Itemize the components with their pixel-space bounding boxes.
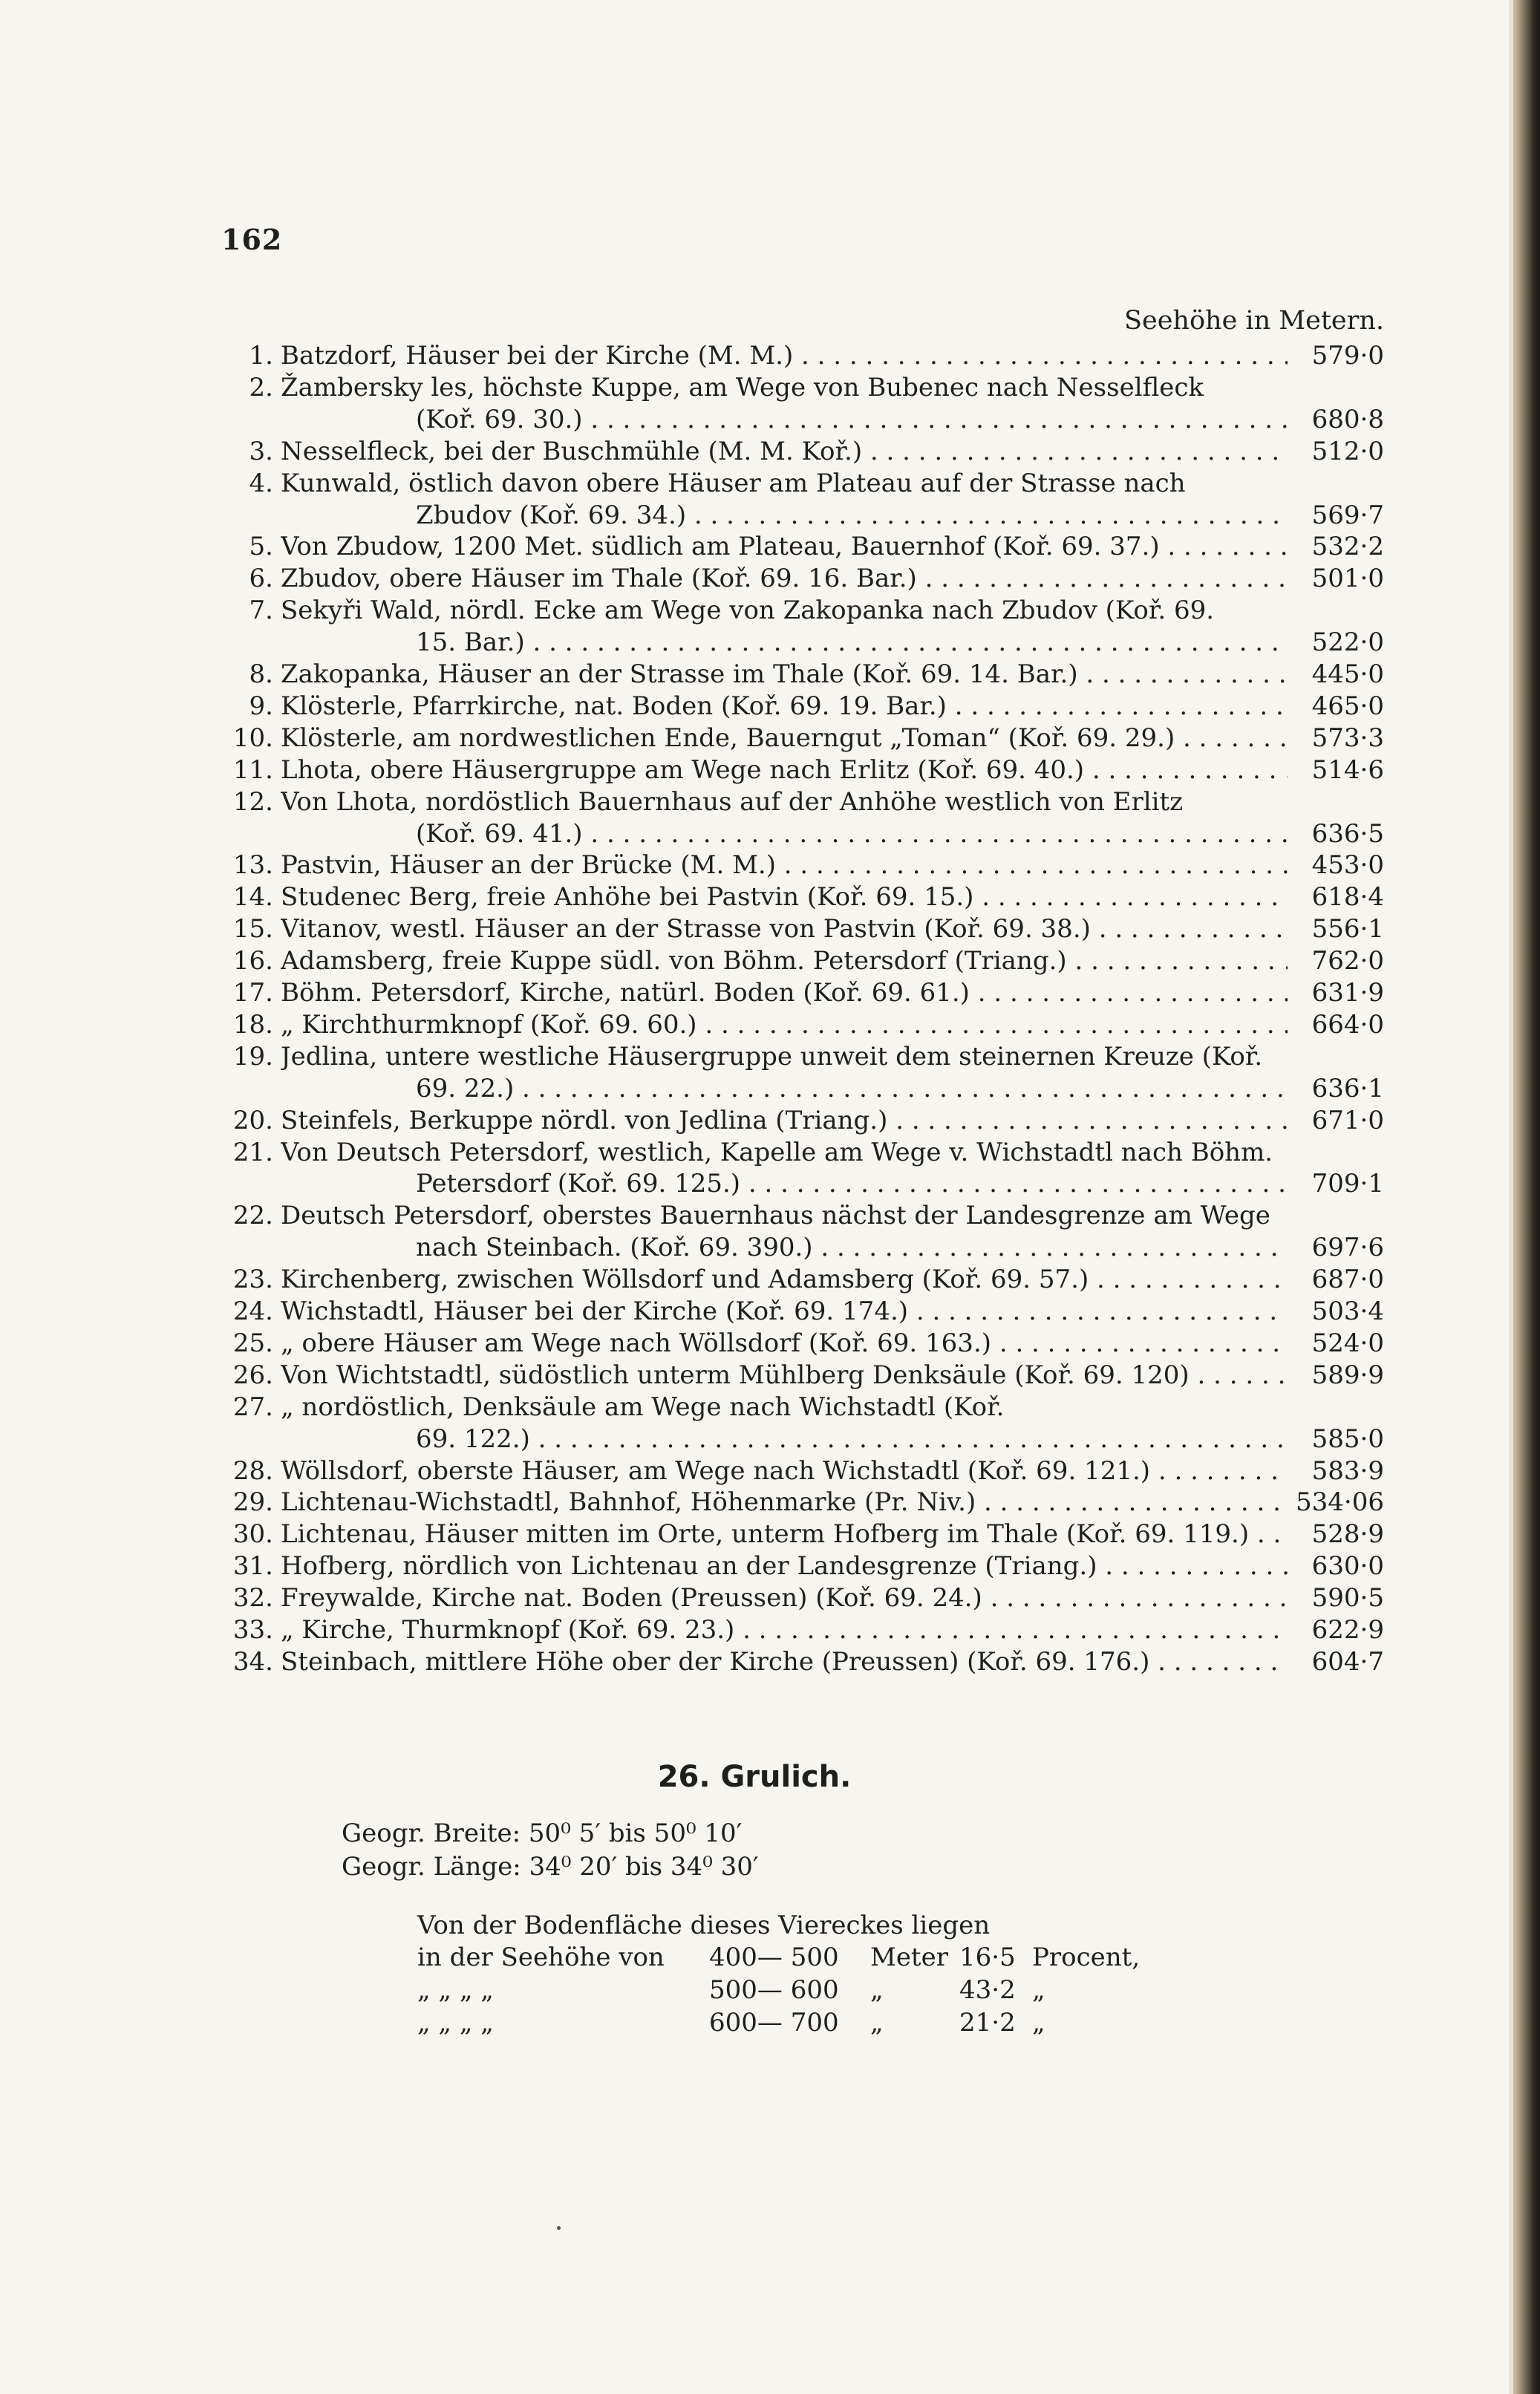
entry-description: Studenec Berg, freie Anhöhe bei Pastvin (Koř. 69. 15.) . . . [281,881,1288,913]
table-row [215,627,1384,658]
entry-description: „ obere Häuser am Wege nach Wöllsdorf (Koř. 69. 163.) . . . [281,1328,1288,1359]
altitude-lead: in der Seehöhe von [417,1943,665,1972]
entry-number: 31. [232,1551,273,1582]
entry-number: 3. [249,436,273,466]
entry-elevation: 604·7 [1311,1646,1384,1677]
table-row [215,1550,1384,1582]
entry-description: Von Lhota, nordöstlich Bauernhaus auf der Anhöhe westlich von Erlitz [281,786,1184,817]
entry-number: 7. [249,596,273,626]
entry-number: 6. [249,564,273,594]
table-row [215,1105,1384,1136]
entry-number: 15. [232,914,273,945]
entry-description: Nesselfleck, bei der Buschmühle (M. M. Koř.) . . . [281,436,1288,467]
table-row [215,913,1384,945]
entry-elevation: 671·0 [1311,1105,1384,1135]
entry-number: 33. [232,1615,273,1645]
entry-description: Adamsberg, freie Kuppe südl. von Böhm. Petersdorf (Triang.) . . . [281,945,1288,976]
entry-description: Böhm. Petersdorf, Kirche, natürl. Boden (Koř. 69. 61.) . . . [281,977,1288,1008]
entry-description: Kunwald, östlich davon obere Häuser am Plateau auf der Strasse nach [281,468,1186,498]
table-row [215,340,1384,371]
entry-description: (Koř. 69. 41.) . . . [416,818,1288,849]
table-row [215,500,1384,531]
table-row [215,754,1384,786]
column-header: Seehöhe in Metern. [1124,306,1384,336]
entry-elevation: 579·0 [1311,341,1384,371]
table-row [215,945,1384,976]
table-row [215,881,1384,913]
entry-description: Pastvin, Häuser an der Brücke (M. M.) . . . [281,849,1288,881]
altitude-range: 400— 500 [709,1943,839,1972]
entry-number: 28. [232,1455,273,1486]
entry-description: Deutsch Petersdorf, oberstes Bauernhaus nächst der Landesgrenze am Wege [281,1201,1270,1231]
table-row [215,531,1384,562]
entry-description: Lhota, obere Häusergruppe am Wege nach Erlitz (Koř. 69. 40.) . . . [281,754,1288,786]
entry-description: „ Kirche, Thurmknopf (Koř. 69. 23.) . . . [281,1614,1288,1646]
table-row [215,1264,1384,1295]
geo-longitude: Geogr. Länge: 34⁰ 20′ bis 34⁰ 30′ [342,1852,759,1882]
table-row [215,659,1384,690]
table-row [215,436,1384,467]
entry-description: Von Deutsch Petersdorf, westlich, Kapelle am Wege v. Wichstadtl nach Böhm. [281,1137,1273,1167]
entry-elevation: 465·0 [1311,691,1384,721]
entry-elevation: 589·9 [1311,1360,1384,1390]
table-row [215,977,1384,1008]
entry-description: Wöllsdorf, oberste Häuser, am Wege nach Wichstadtl (Koř. 69. 121.) . . . [281,1455,1288,1487]
entry-elevation: 590·5 [1311,1583,1384,1614]
entry-description: 69. 22.) . . . [416,1073,1288,1104]
entry-number: 17. [232,978,273,1008]
entry-number: 18. [232,1009,273,1040]
entry-description: Steinbach, mittlere Höhe ober der Kirche (Preussen) (Koř. 69. 176.) . . . [281,1646,1288,1677]
entry-description: 15. Bar.) . . . [416,627,1288,658]
altitude-lead: „ „ „ „ [417,2008,494,2038]
entry-number: 20. [232,1105,273,1135]
entry-elevation: 618·4 [1311,882,1384,913]
entry-description: „ Kirchthurmknopf (Koř. 69. 60.) . . . [281,1009,1288,1040]
geo-latitude: Geogr. Breite: 50⁰ 5′ bis 50⁰ 10′ [342,1819,743,1848]
altitude-unit: „ [870,1975,884,2005]
entry-number: 26. [232,1360,273,1390]
altitude-intro: Von der Bodenfläche dieses Viereckes liegen [417,1911,991,1940]
entry-description: Zbudov (Koř. 69. 34.) . . . [416,500,1288,531]
entry-elevation: 569·7 [1311,500,1384,530]
entry-number: 21. [232,1137,273,1167]
altitude-suffix: Procent, [1032,1943,1141,1972]
entry-description: (Koř. 69. 30.) . . . [416,404,1288,435]
table-row [215,1360,1384,1391]
entry-number: 25. [232,1328,273,1358]
altitude-percent: 16·5 [959,1943,1016,1972]
table-row [215,723,1384,754]
entry-description: „ nordöstlich, Denksäule am Wege nach Wichstadtl (Koř. [281,1392,1005,1422]
entry-elevation: 697·6 [1311,1233,1384,1263]
entry-elevation: 680·8 [1311,404,1384,434]
entry-number: 1. [249,341,273,371]
entry-number: 16. [232,946,273,976]
entry-number: 34. [232,1646,273,1677]
entry-number: 30. [232,1519,273,1550]
entry-description: Kirchenberg, zwischen Wöllsdorf und Adamsberg (Koř. 69. 57.) . . . [281,1264,1288,1295]
entry-number: 23. [232,1265,273,1295]
table-row [215,1582,1384,1614]
page-mark [557,2226,561,2230]
altitude-percent: 21·2 [959,2008,1016,2038]
entry-description: nach Steinbach. (Koř. 69. 390.) . . . [416,1232,1288,1263]
table-row [215,1328,1384,1359]
entry-elevation: 583·9 [1311,1455,1384,1486]
table-row [215,1200,1384,1231]
table-row [215,1232,1384,1263]
table-row [215,1137,1384,1168]
entry-number: 2. [249,372,273,402]
entry-number: 14. [232,882,273,913]
table-row [215,691,1384,722]
entry-elevation: 512·0 [1311,436,1384,466]
entry-description: Klösterle, am nordwestlichen Ende, Bauerngut „Toman“ (Koř. 69. 29.) . . . [281,723,1288,754]
entry-number: 10. [232,723,273,753]
table-row [215,1646,1384,1677]
entry-description: Wichstadtl, Häuser bei der Kirche (Koř. 69. 174.) . . . [281,1296,1288,1327]
entry-elevation: 630·0 [1311,1551,1384,1582]
entry-elevation: 636·1 [1311,1073,1384,1103]
entry-elevation: 556·1 [1311,914,1384,945]
entry-elevation: 528·9 [1311,1519,1384,1550]
table-row [215,1041,1384,1072]
table-row [215,1296,1384,1327]
table-row [215,595,1384,626]
entry-elevation: 709·1 [1311,1169,1384,1199]
entry-description: Žambersky les, höchste Kuppe, am Wege von Bubenec nach Nesselfleck [281,372,1204,402]
entry-description: Petersdorf (Koř. 69. 125.) . . . [416,1168,1288,1199]
altitude-percent: 43·2 [959,1975,1016,2005]
entry-number: 32. [232,1583,273,1614]
altitude-lead: „ „ „ „ [417,1975,494,2005]
entry-description: Vitanov, westl. Häuser an der Strasse von Pastvin (Koř. 69. 38.) . . . [281,913,1288,945]
table-row [215,372,1384,403]
entry-elevation: 534·06 [1296,1487,1384,1518]
entry-description: Jedlina, untere westliche Häusergruppe unweit dem steinernen Kreuze (Koř. [281,1041,1263,1072]
entry-number: 4. [249,468,273,498]
book-spine [1509,0,1540,2394]
entry-description: Hofberg, nördlich von Lichtenau an der Landesgrenze (Triang.) . . . [281,1550,1288,1582]
entry-description: Sekyři Wald, nördl. Ecke am Wege von Zakopanka nach Zbudov (Koř. 69. [281,596,1215,626]
entry-elevation: 573·3 [1311,723,1384,753]
entry-elevation: 636·5 [1311,818,1384,849]
section-title: 26. Grulich. [657,1760,852,1794]
altitude-suffix: „ [1032,2008,1045,2038]
entry-number: 12. [232,786,273,817]
entry-description: Batzdorf, Häuser bei der Kirche (M. M.) . . . [281,340,1288,371]
page-number: 162 [221,223,283,256]
entry-elevation: 524·0 [1311,1328,1384,1358]
entry-description: Freywalde, Kirche nat. Boden (Preussen) (Koř. 69. 24.) . . . [281,1582,1288,1614]
entry-number: 22. [232,1201,273,1231]
entry-number: 9. [249,691,273,721]
entry-description: Steinfels, Berkuppe nördl. von Jedlina (Triang.) . . . [281,1105,1288,1136]
entry-number: 11. [232,754,273,785]
altitude-unit: „ [870,2008,884,2038]
altitude-range: 600— 700 [709,2008,839,2038]
entry-number: 8. [249,659,273,689]
table-row [215,1455,1384,1487]
entry-description: Zakopanka, Häuser an der Strasse im Thale (Koř. 69. 14. Bar.) . . . [281,659,1288,690]
table-row [215,818,1384,849]
entry-description: Zbudov, obere Häuser im Thale (Koř. 69. 16. Bar.) . . . [281,563,1288,594]
table-row [215,849,1384,881]
entry-elevation: 501·0 [1311,564,1384,594]
entry-description: 69. 122.) . . . [416,1423,1288,1455]
entry-elevation: 622·9 [1311,1615,1384,1645]
entry-number: 29. [232,1487,273,1518]
entry-elevation: 664·0 [1311,1009,1384,1040]
table-row [215,1614,1384,1646]
table-row [215,404,1384,435]
entry-number: 27. [232,1392,273,1422]
entry-elevation: 631·9 [1311,978,1384,1008]
table-row [215,1487,1384,1518]
entry-number: 19. [232,1041,273,1072]
entry-elevation: 453·0 [1311,850,1384,881]
altitude-suffix: „ [1032,1975,1045,2005]
entry-elevation: 514·6 [1311,754,1384,785]
entry-elevation: 762·0 [1311,946,1384,976]
entry-elevation: 687·0 [1311,1265,1384,1295]
table-row [215,1423,1384,1455]
table-row [215,468,1384,499]
table-row [215,1009,1384,1040]
table-row [215,1168,1384,1199]
entry-description: Lichtenau-Wichstadtl, Bahnhof, Höhenmarke (Pr. Niv.) . . . [281,1487,1288,1518]
entry-description: Von Wichtstadtl, südöstlich unterm Mühlberg Denksäule (Koř. 69. 120) . . . [281,1360,1288,1391]
entry-elevation: 585·0 [1311,1423,1384,1454]
table-row [215,563,1384,594]
entry-description: Klösterle, Pfarrkirche, nat. Boden (Koř. 69. 19. Bar.) . . . [281,691,1288,722]
table-row [215,786,1384,818]
entry-elevation: 445·0 [1311,659,1384,689]
entry-number: 13. [232,850,273,881]
entry-number: 24. [232,1297,273,1326]
table-row [215,1073,1384,1104]
entry-description: Von Zbudow, 1200 Met. südlich am Plateau, Bauernhof (Koř. 69. 37.) . . . [281,531,1288,562]
entry-number: 5. [249,532,273,562]
entry-elevation: 522·0 [1311,627,1384,658]
entry-elevation: 503·4 [1311,1297,1384,1326]
table-row [215,1519,1384,1550]
altitude-range: 500— 600 [709,1975,839,2005]
altitude-unit: Meter [870,1943,948,1972]
table-row [215,1392,1384,1423]
entry-elevation: 532·2 [1311,532,1384,562]
entry-description: Lichtenau, Häuser mitten im Orte, unterm Hofberg im Thale (Koř. 69. 119.) . . . [281,1519,1288,1550]
